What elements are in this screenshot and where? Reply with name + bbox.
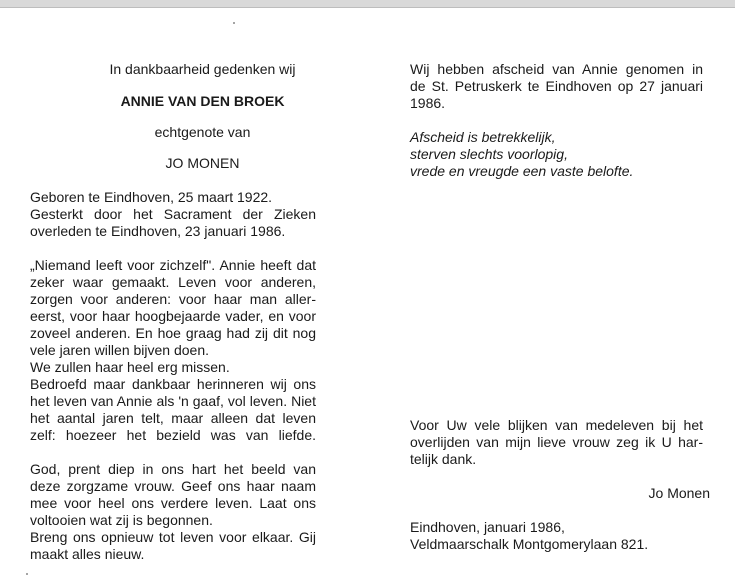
text-line: zorgen voor anderen: voor haar man aller- <box>30 291 316 307</box>
left-column <box>30 8 375 578</box>
text-line: „Niemand leeft voor zichzelf". Annie heeft dat <box>30 257 316 273</box>
prayer-line: God, prent diep in ons hart het beeld van <box>30 461 316 477</box>
verse-line: vrede en vreugde een vaste belofte. <box>410 163 634 179</box>
thanks-line: Voor Uw vele blijken van medeleven bij het <box>410 417 703 433</box>
spouse-label: echtgenote van <box>154 124 251 140</box>
thanks-line: telijk dank. <box>410 451 477 467</box>
prayer-line: mee voor heel ons verdere leven. Laat ons <box>30 495 316 511</box>
memorial-card <box>0 7 735 578</box>
text-line: vele jaren willen bijven doen. <box>30 342 209 358</box>
prayer-line: maakt alles nieuw. <box>30 546 145 562</box>
paper-speck <box>26 573 28 575</box>
card-heading: In dankbaarheid gedenken wij <box>109 61 296 77</box>
prayer-line: voltooien wat zij is begonnen. <box>30 512 213 528</box>
signature: Jo Monen <box>648 485 710 501</box>
right-column <box>410 8 710 578</box>
farewell-line: 1986. <box>410 95 446 111</box>
verse-line: sterven slechts voorlopig, <box>410 146 568 162</box>
deceased-name: ANNIE VAN DEN BROEK <box>120 93 285 109</box>
place-date: Eindhoven, januari 1986, <box>410 519 565 535</box>
prayer-line: deze zorgzame vrouw. Geef ons haar naam <box>30 478 316 494</box>
paper-speck <box>233 22 235 24</box>
text-line: zoveel anderen. En hoe graag had zij dit nog <box>30 325 316 341</box>
farewell-line: de St. Petruskerk te Eindhoven op 27 januari <box>410 78 703 94</box>
text-line: zelf: hoezeer het bezield was van liefde. <box>30 427 316 443</box>
address: Veldmaarschalk Montgomerylaan 821. <box>410 536 649 552</box>
death-line: overleden te Eindhoven, 23 januari 1986. <box>30 223 286 239</box>
thanks-line: overlijden van mijn lieve vrouw zeg ik U har- <box>410 434 703 450</box>
text-line: eerst, voor haar hoogbejaarde vader, en voor <box>30 308 316 324</box>
farewell-line: Wij hebben afscheid van Annie genomen in <box>410 61 703 77</box>
prayer-line: Breng ons opnieuw tot leven voor elkaar. Gij <box>30 529 316 545</box>
spouse-name: JO MONEN <box>165 155 240 171</box>
text-line: We zullen haar heel erg missen. <box>30 359 230 375</box>
verse-line: Afscheid is betrekkelijk, <box>410 129 556 145</box>
text-line: zeker waar gemaakt. Leven voor anderen, <box>30 274 316 290</box>
birth-line: Geboren te Eindhoven, 25 maart 1922. <box>30 189 273 205</box>
text-line: Bedroefd maar dankbaar herinneren wij ons <box>30 376 316 392</box>
text-line: het aantal jaren telt, maar alleen dat leven <box>30 410 316 426</box>
sacrament-line: Gesterkt door het Sacrament der Zieken <box>30 206 316 222</box>
text-line: het leven van Annie als 'n gaaf, vol leven. Niet <box>30 393 316 409</box>
